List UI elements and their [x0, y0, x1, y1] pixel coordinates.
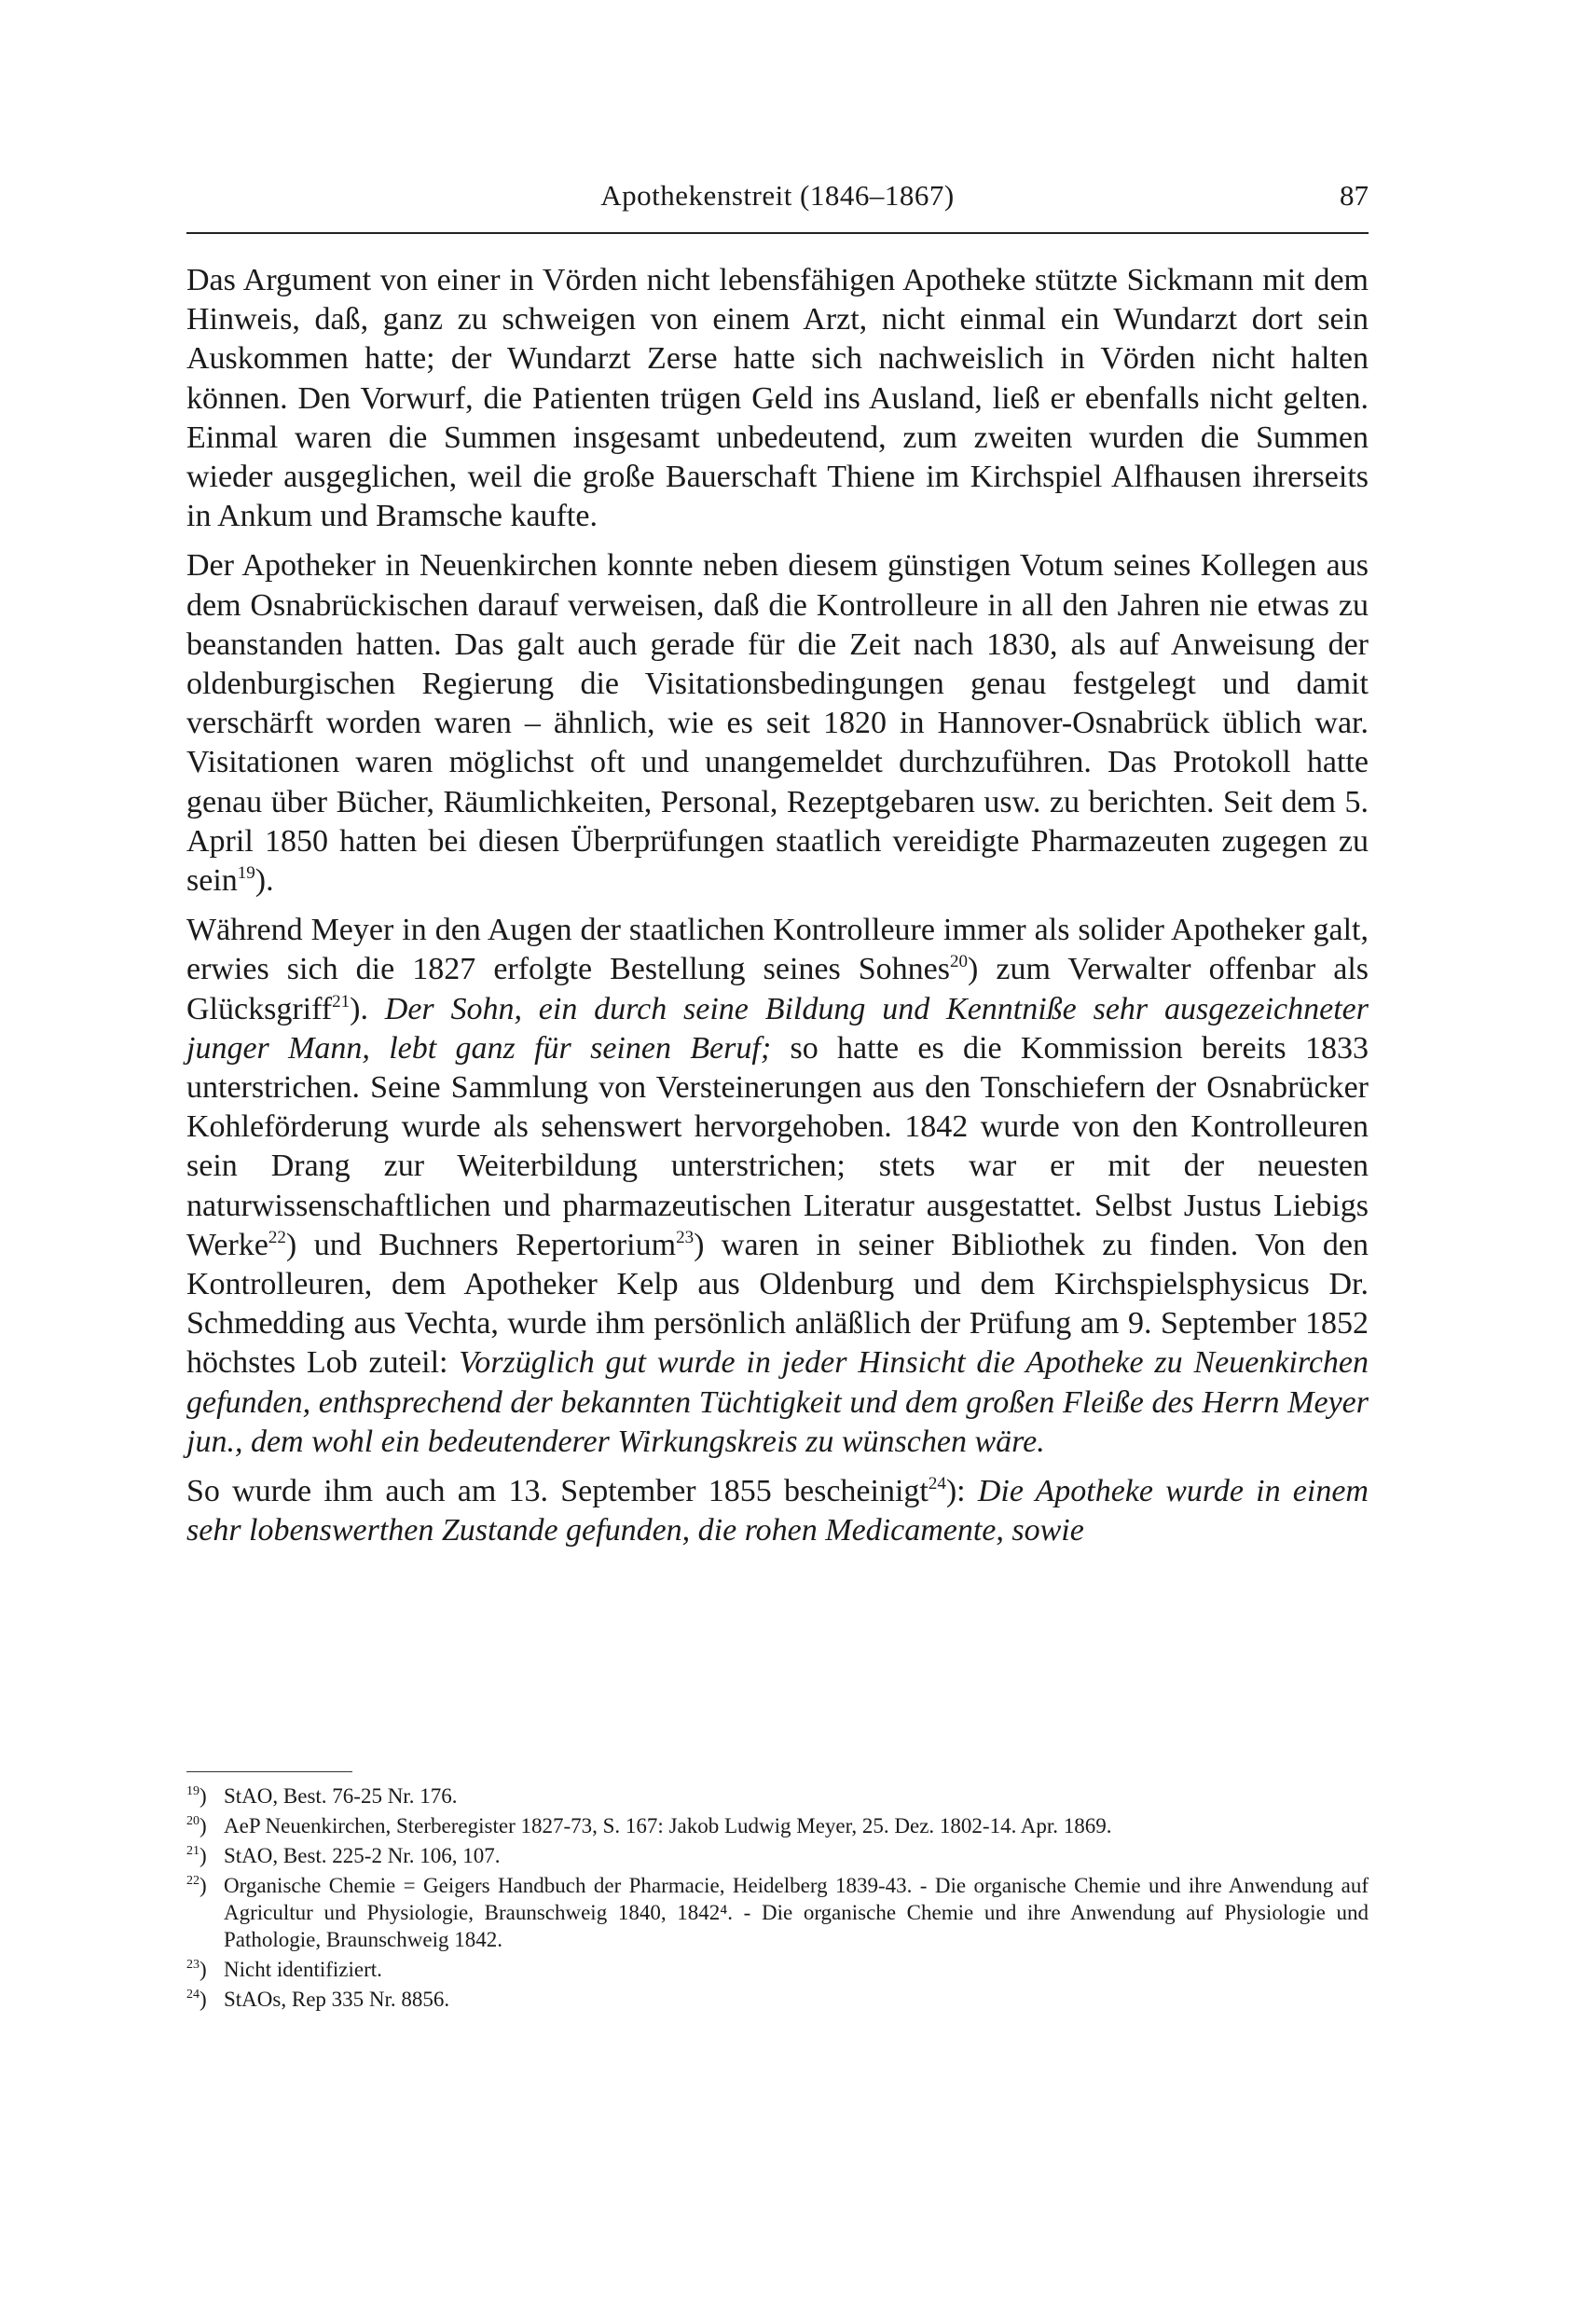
- page-number: 87: [1340, 179, 1369, 212]
- footnote-number: $^{22}$): [186, 1874, 207, 1897]
- text-run: ):: [945, 1474, 978, 1509]
- footnote-text: AeP Neuenkirchen, Sterberegister 1827-73, S. 167: Jakob Ludwig Meyer, 25. Dez. 1802-14. Apr. 1869.: [224, 1814, 1112, 1837]
- text-run: so hatte es die Kommission bereits 1833 unterstrichen. Seine Sammlung von Versteinerungen aus den Tonschiefern der Osnabrücker Kohleförderung wurde als sehenswert hervorgehoben. 1842 wurde von den Kontrolleuren sein Drang zur Weiterbildung unterstrichen; stets war er mit der neuesten naturwissenschaftlichen und pharmazeutischen Literatur ausgestattet. Selbst Justus Liebigs Werke: [186, 1030, 1369, 1262]
- paragraph: [186, 261, 1369, 536]
- footnote-text: Organische Chemie = Geigers Handbuch der Pharmacie, Heidelberg 1839-43. - Die organische Chemie und ihre Anwendung auf Agricultur und Physiologie, Braunschweig 1840, 1842⁴. - Die organische Chemie und ihre Anwendung auf Physiologie und Pathologie, Braunschweig 1842.: [224, 1874, 1369, 1951]
- footnote: [186, 1986, 1369, 2013]
- text-run: ).: [350, 991, 385, 1026]
- text-run: Das Argument von einer in Vörden nicht lebensfähigen Apotheke stützte Sickmann mit dem Hinweis, daß, ganz zu schweigen von einem Arzt, nicht einmal ein Wundarzt dort sein Auskommen hatte; der Wundarzt Zerse hatte sich nachweislich in Vörden nicht halten können. Den Vorwurf, die Patienten trügen Geld ins Ausland, ließ er ebenfalls nicht gelten. Einmal waren die Summen insgesamt unbedeutend, zum zweiten wurden die Summen wieder ausgeglichen, weil die große Bauerschaft Thiene im Kirchspiel Alfhausen ihrerseits in Ankum und Bramsche kaufte.: [186, 263, 1369, 534]
- footnote-text: StAO, Best. 225-2 Nr. 106, 107.: [224, 1844, 501, 1867]
- footnote-reference: 19: [237, 863, 255, 884]
- footnote-reference: 23: [676, 1227, 695, 1247]
- header-rule: [186, 232, 1369, 234]
- text-run: Während Meyer in den Augen der staatlichen Kontrolleure immer als solider Apotheker galt, erwies sich die 1827 erfolgte Bestellung seines Sohnes: [186, 913, 1369, 987]
- footnote-number: $^{21}$): [186, 1844, 207, 1867]
- footnote: [186, 1842, 1369, 1869]
- footnote-number-value: 24: [186, 1988, 200, 2002]
- text-run: ) und Buchners Repertorium: [285, 1227, 677, 1262]
- paragraph: [186, 1472, 1369, 1550]
- footnotes: [186, 1782, 1369, 2016]
- footnote-number: $^{20}$): [186, 1814, 207, 1837]
- body-text: [186, 261, 1369, 1562]
- footnote-number: $^{19}$): [186, 1784, 207, 1808]
- quotation: Vorzüglich gut wurde in jeder Hinsicht die Apotheke zu Neuenkirchen gefunden, enthsprechend der bekannten Tüchtigkeit und dem großen Fleiße des Herrn Meyer jun., dem wohl ein bedeutenderer Wirkungskreis zu wünschen wäre.: [186, 1345, 1369, 1459]
- footnote-number: $^{24}$): [186, 1988, 207, 2011]
- footnote-text: Nicht identifiziert.: [224, 1958, 382, 1981]
- footnote-reference: 22: [268, 1227, 286, 1247]
- text-run: ) waren in seiner Bibliothek zu finden. Von den Kontrolleuren, dem Apotheker Kelp aus Oldenburg und dem Kirchspielsphysicus Dr. Schmedding aus Vechta, wurde ihm persönlich anläßlich der Prüfung am 9. September 1852 höchstes Lob zuteil:: [186, 1227, 1369, 1381]
- footnote-number: $^{23}$): [186, 1958, 207, 1981]
- footnote-reference: 21: [332, 991, 351, 1012]
- paragraph: [186, 546, 1369, 901]
- running-head: [186, 179, 1369, 220]
- footnote-number-value: 22: [186, 1874, 200, 1888]
- footnote-reference: 20: [950, 952, 969, 972]
- footnote-number-value: 19: [186, 1784, 200, 1798]
- paragraph: [186, 911, 1369, 1462]
- footnote: [186, 1872, 1369, 1953]
- footnote: [186, 1812, 1369, 1839]
- footnote: [186, 1782, 1369, 1810]
- book-page: [186, 0, 1369, 2312]
- footnote-number-value: 23: [186, 1958, 200, 1972]
- footnote-number-value: 20: [186, 1814, 200, 1828]
- footnote-text: StAO, Best. 76-25 Nr. 176.: [224, 1784, 458, 1808]
- text-run: ) zum Verwalter offenbar als Glücksgriff: [186, 952, 1369, 1026]
- text-run: Der Apotheker in Neuenkirchen konnte neben diesem günstigen Votum seines Kollegen aus dem Osnabrückischen darauf verweisen, daß die Kontrolleure in all den Jahren nie etwas zu beanstanden hatten. Das galt auch gerade für die Zeit nach 1830, als auf Anweisung der oldenburgischen Regierung die Visitationsbedingungen genau festgelegt und damit verschärft worden waren – ähnlich, wie es seit 1820 in Hannover-Osnabrück üblich war. Visitationen waren möglichst oft und unangemeldet durchzuführen. Das Protokoll hatte genau über Bücher, Räumlichkeiten, Personal, Rezeptgebaren usw. zu berichten. Seit dem 5. April 1850 hatten bei diesen Überprüfungen staatlich vereidigte Pharmazeuten zugegen zu sein: [186, 548, 1369, 899]
- text-run: So wurde ihm auch am 13. September 1855 bescheinigt: [186, 1474, 929, 1509]
- text-run: ).: [255, 863, 274, 899]
- footnote-number-value: 21: [186, 1844, 200, 1858]
- footnote-reference: 24: [928, 1474, 946, 1494]
- quotation: Die Apotheke wurde in einem sehr lobenswerthen Zustande gefunden, die rohen Medicamente, sowie: [186, 1474, 1369, 1548]
- footnote-rule: [186, 1771, 352, 1772]
- running-title: Apothekenstreit (1846–1867): [600, 179, 955, 212]
- quotation: Der Sohn, ein durch seine Bildung und Kenntniße sehr ausgezeichneter junger Mann, lebt ganz für seinen Beruf;: [186, 991, 1369, 1066]
- footnote-text: StAOs, Rep 335 Nr. 8856.: [224, 1988, 450, 2011]
- footnote: [186, 1956, 1369, 1983]
